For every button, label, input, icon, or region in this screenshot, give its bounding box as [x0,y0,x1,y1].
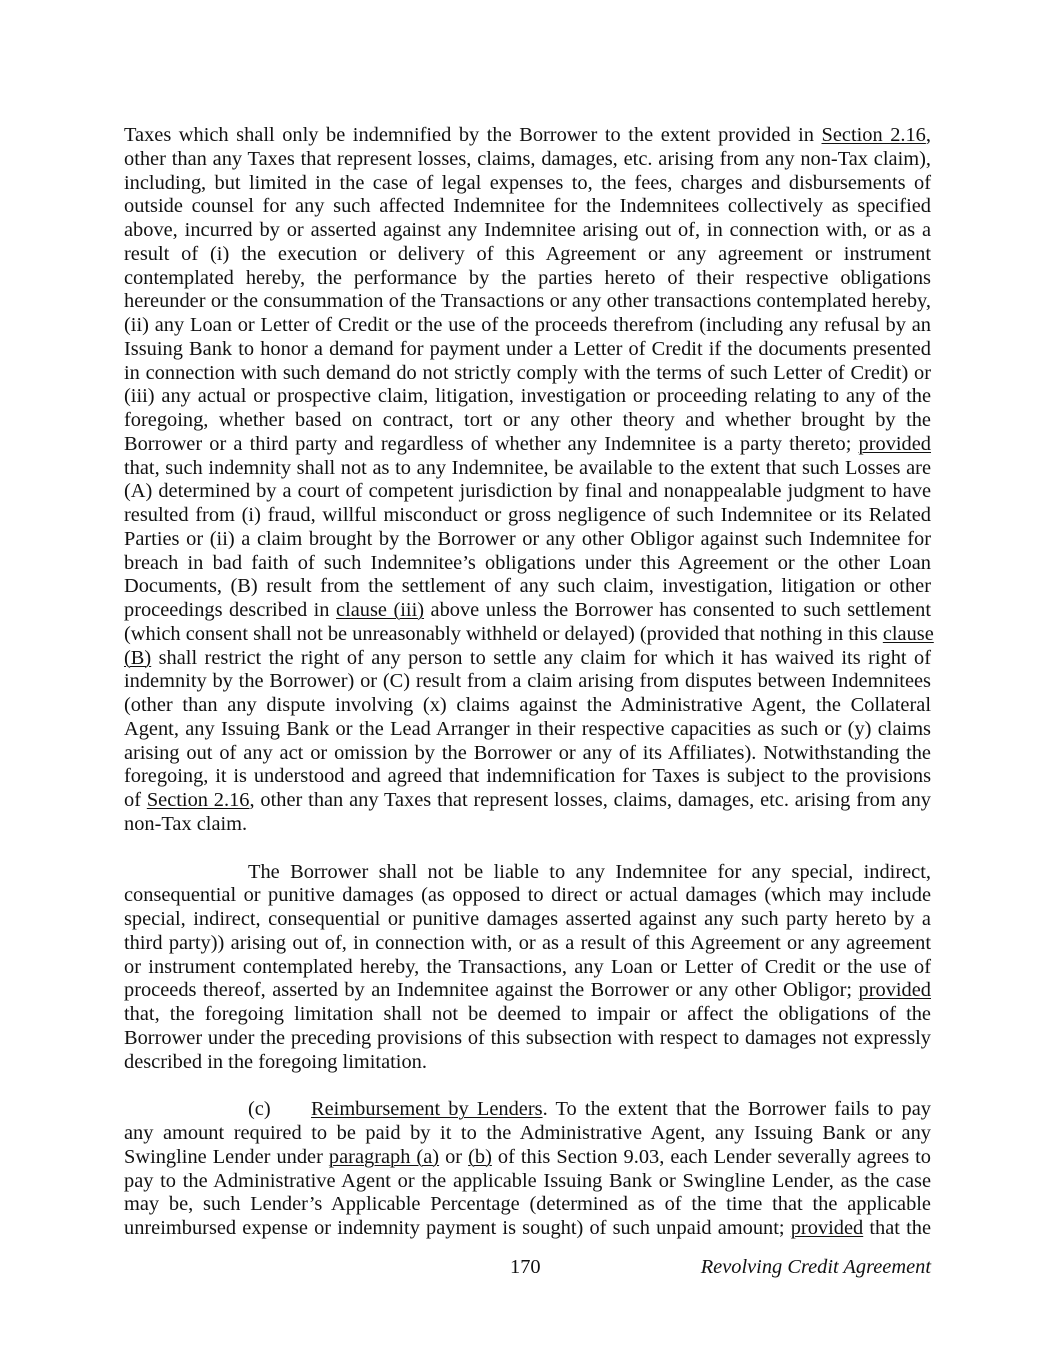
paragraph-spacer [124,1074,931,1098]
paragraph-consequential-damages-waiver [124,861,931,1075]
cross-reference: provided [858,432,931,455]
text-run: (other than any dispute involving (x) claims against the Administrative Agent, the Collateral [124,694,931,716]
text-run: other than any Taxes that represent losses, claims, damages, etc. arising from any non-Tax claim), [124,147,931,170]
text-run: that, the foregoing limitation shall not be deemed to impair or affect the obligations of the [124,1003,931,1025]
text-line [124,813,931,837]
text-run: Issuing Bank to honor a demand for payment under a Letter of Credit if the documents presented [124,337,931,360]
text-run: of this Section 9.03, each Lender severally agrees to [491,1145,931,1168]
text-run: of [124,789,147,811]
text-run: in connection with such demand do not strictly comply with the terms of such Letter of Credit) or [124,361,931,384]
paragraph-reimbursement-by-lenders [124,1098,931,1241]
text-line [124,1217,931,1241]
text-line [124,457,931,481]
text-line [124,124,931,148]
text-line [124,290,931,314]
text-line [124,765,931,789]
document-body [124,124,934,1241]
text-line [124,861,931,885]
text-run: (which consent shall not be unreasonably withheld or delayed) (provided that nothing in this [124,622,883,645]
text-line [124,647,931,671]
text-run: foregoing, it is understood and agreed that indemnification for Taxes is subject to the provisions [124,765,931,788]
text-run: above unless the Borrower has consented to such settlement [424,599,932,621]
text-run: third party)) arising out of, in connection with, or as a result of this Agreement or any agreement [124,931,931,954]
text-run: non-Tax claim. [124,812,248,835]
text-line [124,219,931,243]
text-line [124,1170,931,1194]
text-run: Agent, any Issuing Bank or the Lead Arranger in their respective capacities as such or (y) claims [124,717,931,740]
text-line [124,1051,931,1075]
text-line [124,552,931,576]
text-run: (ii) any Loan or Letter of Credit or the use of the proceeds therefrom (including any refusal by an [124,314,931,336]
text-run: , [925,124,931,146]
text-line [124,979,931,1003]
text-line [124,1122,931,1146]
text-run: proceedings described in [124,599,337,621]
cross-reference: (B) [124,646,152,669]
cross-reference: Reimbursement by Lenders [311,1098,543,1121]
text-line [124,314,931,338]
text-line [124,409,931,433]
text-line [124,504,931,528]
text-run: Borrower or a third party and regardless of whether any Indemnitee is a party thereto; [124,432,859,455]
text-run: any amount required to be paid by it to the Administrative Agent, any Issuing Bank or any [124,1122,931,1144]
text-run: Swingline Lender under [124,1145,329,1168]
text-line [124,1003,931,1027]
cross-reference: provided [790,1217,864,1239]
text-line [124,908,931,932]
text-line [124,742,931,766]
text-run: outside counsel for any such affected Indemnitee for the Indemnitees collectively as specified [124,195,931,218]
paragraph-indemnity-continued [124,124,934,837]
document-title: Revolving Credit Agreement [700,1256,931,1278]
text-line [124,433,931,457]
cross-reference: provided [858,979,931,1002]
text-run: described in the foregoing limitation. [124,1050,427,1073]
page-number: 170 [510,1256,541,1278]
text-run: that the [863,1217,931,1239]
text-line [124,694,931,718]
text-run: unreimbursed expense or indemnity payment is sought) of such unpaid amount; [124,1217,791,1239]
text-run: including, but limited in the case of legal expenses to, the fees, charges and disbursements of [124,171,931,194]
text-run: Taxes which shall only be indemnified by the Borrower to the extent provided in [124,124,822,146]
text-run: breach in bad faith of such Indemnitee’s obligations under this Agreement or the other Loan [124,551,931,574]
cross-reference: paragraph (a) [328,1145,440,1168]
text-line [124,622,934,647]
text-run: hereunder or the consummation of the Transactions or any other transactions contemplated hereby, [124,290,931,313]
text-line [124,932,931,956]
text-line [124,789,931,813]
text-run: may be, such Lender’s Applicable Percentage (determined as of the time that the applicable [124,1193,931,1216]
text-run: shall restrict the right of any person to settle any claim for which it has waived its right of [151,646,931,669]
text-line [124,385,931,409]
text-run: indemnity by the Borrower) or (C) result from a claim arising from disputes between Indemnitees [124,670,931,693]
text-run: , other than any Taxes that represent losses, claims, damages, etc. arising from any [249,789,931,811]
text-line [124,172,931,196]
text-run: Parties or (ii) a claim brought by the Borrower or any other Obligor against such Indemnitee for [124,527,931,550]
text-line [124,480,931,504]
cross-reference: (b) [468,1145,492,1168]
text-run: Documents, (B) result from the settlement of any such claim, investigation, litigation or other [124,575,931,598]
text-line [124,956,931,980]
text-run: result of (i) the execution or delivery of this Agreement or any agreement or instrument [124,242,931,265]
text-line [124,362,931,386]
text-run: proceeds thereof, asserted by an Indemnitee against the Borrower or any other Obligor; [124,979,859,1002]
text-line [124,884,931,908]
text-run: . To the extent that the Borrower fails to pay [542,1098,931,1121]
text-line [124,338,931,362]
cross-reference: clause [882,622,934,645]
text-run: that, such indemnity shall not as to any Indemnitee, be available to the extent that such Losses are [124,456,931,479]
text-line [124,575,931,599]
page-footer [124,1256,931,1280]
text-line [124,528,931,552]
document-page [124,124,934,1241]
text-line [124,195,931,219]
cross-reference: Section 2.16 [146,789,250,811]
text-run: above, incurred by or asserted against any Indemnitee arising out of, in connection with, or as a [124,219,931,241]
text-run: arising out of any act or omission by the Borrower or any of its Affiliates). Notwithstanding the [124,741,931,764]
text-run: (iii) any actual or prospective claim, litigation, investigation or proceeding relating to any of the [124,385,931,408]
cross-reference: Section 2.16 [821,124,926,146]
text-line [124,1027,931,1051]
text-run: foregoing, whether based on contract, tort or any other theory and whether brought by the [124,409,931,431]
clause-label: (c) [248,1098,271,1121]
text-run: or [439,1145,469,1168]
cross-reference: clause (iii) [336,599,425,621]
text-line [124,148,931,172]
paragraph-spacer [124,837,931,861]
text-line [124,267,931,291]
text-line [124,1146,931,1170]
text-run: Borrower under the preceding provisions of this subsection with respect to damages not expressly [124,1026,931,1049]
text-run: or instrument contemplated hereby, the Transactions, any Loan or Letter of Credit or the use of [124,955,931,978]
text-run: pay to the Administrative Agent or the applicable Issuing Bank or Swingline Lender, as the case [124,1169,931,1192]
text-run: (A) determined by a court of competent jurisdiction by final and nonappealable judgment to have [124,480,931,503]
text-run: The Borrower shall not be liable to any Indemnitee for any special, indirect, [248,860,931,883]
text-run: consequential or punitive damages (as opposed to direct or actual damages (which may include [124,884,931,907]
text-run: contemplated hereby, the performance by the parties hereto of their respective obligations [124,266,931,289]
text-run: special, indirect, consequential or punitive damages asserted against any such party hereto by a [124,908,931,930]
text-line [124,243,931,267]
text-line [124,1098,931,1122]
text-line [124,718,931,742]
text-line [124,1193,931,1217]
text-run: resulted from (i) fraud, willful misconduct or gross negligence of such Indemnitee or its Related [124,504,931,526]
text-line [124,599,931,623]
text-line [124,670,931,694]
